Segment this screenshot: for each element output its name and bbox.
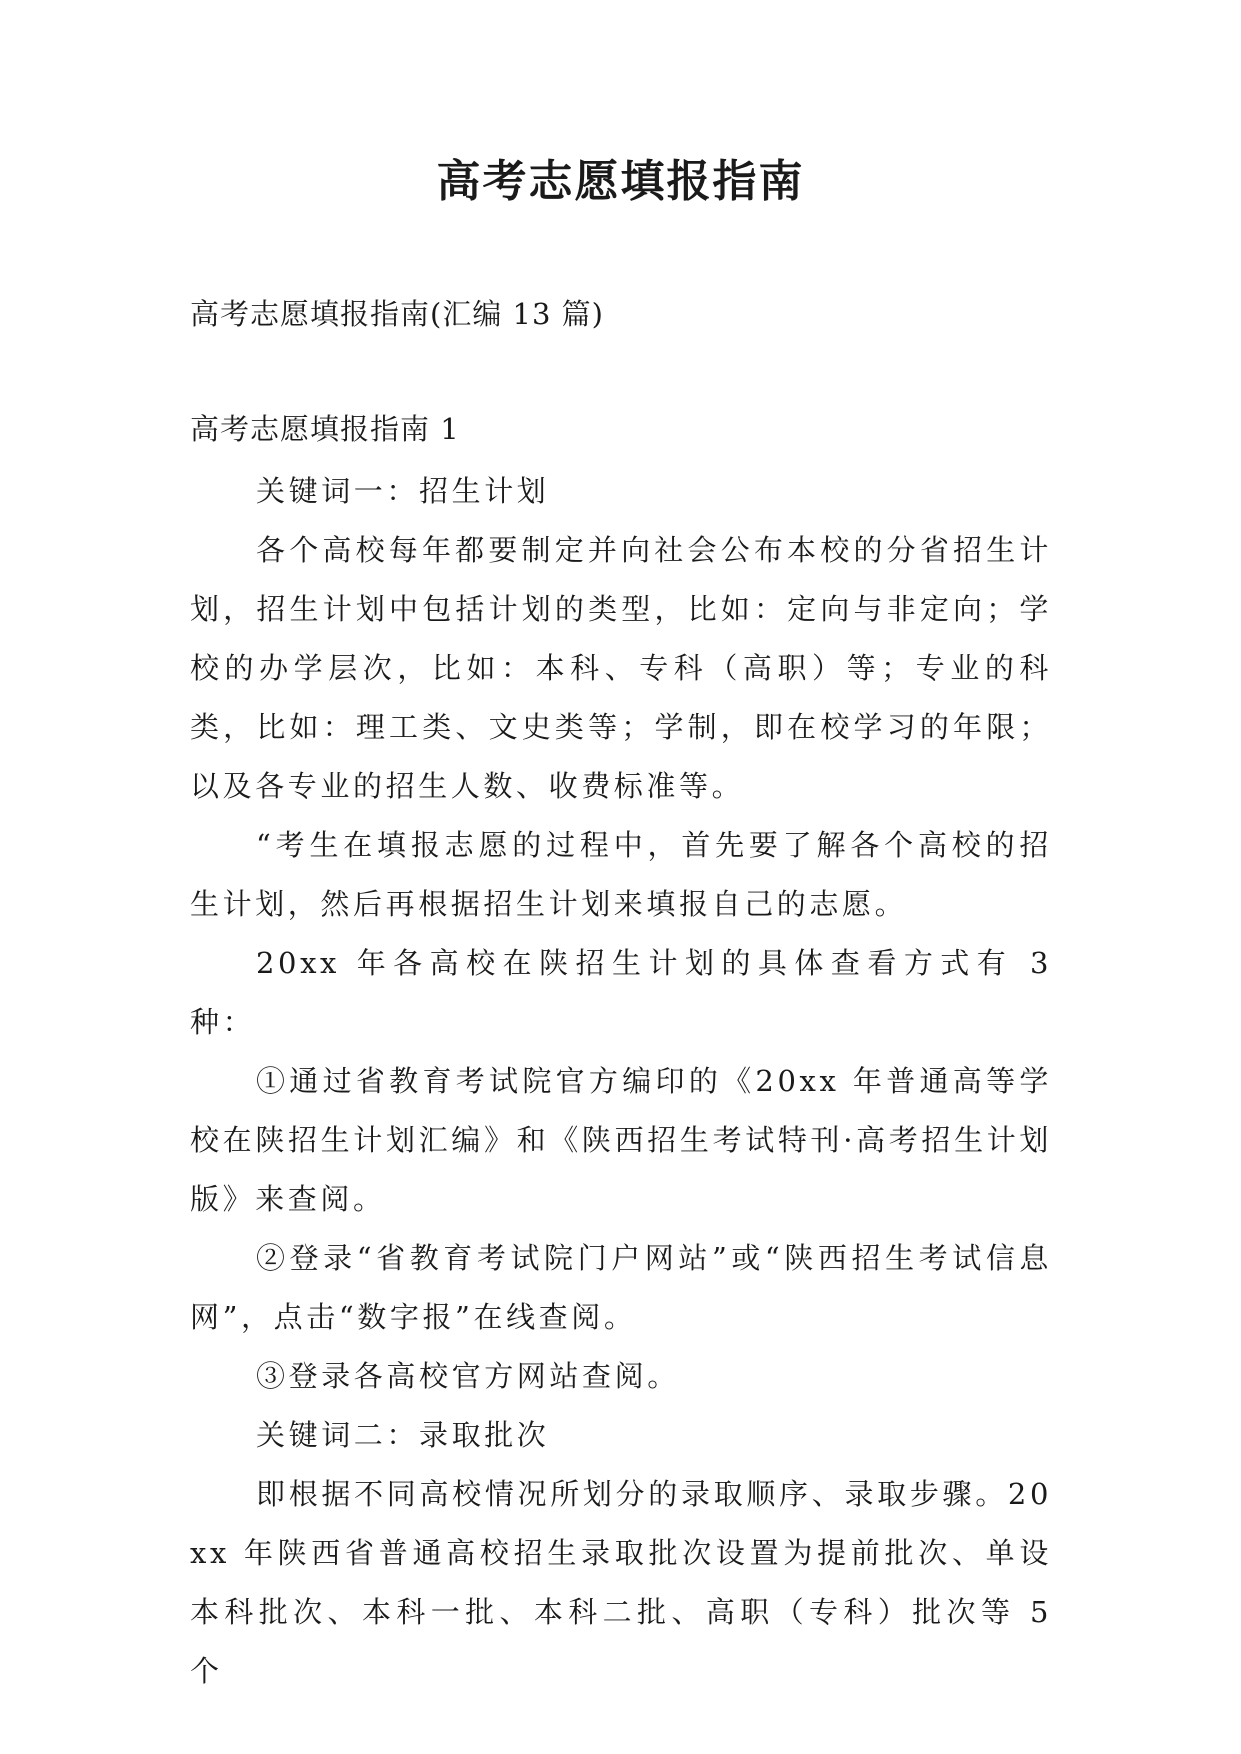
- paragraph-enrollment-plan: 各个高校每年都要制定并向社会公布本校的分省招生计划，招生计划中包括计划的类型，比如：定向与非定向；学校的办学层次，比如：本科、专科（高职）等；专业的科类，比如：理工类、文史类等；学制，即在校学习的年限；以及各专业的招生人数、收费标准等。: [190, 533, 1052, 803]
- paragraph-admission-batch: 即根据不同高校情况所划分的录取顺序、录取步骤。20xx 年陕西省普通高校招生录取批次设置为提前批次、单设本科批次、本科一批、本科二批、高职（专科）批次等 5 个: [190, 1477, 1052, 1688]
- paragraph-quote: “考生在填报志愿的过程中，首先要了解各个高校的招生计划，然后再根据招生计划来填报自己的志愿。: [190, 828, 1052, 921]
- keyword-heading-1: 关键词一：招生计划: [256, 474, 550, 508]
- keyword-heading-2: 关键词二：录取批次: [256, 1418, 550, 1452]
- section-heading: 高考志愿填报指南 1: [190, 412, 460, 446]
- document-title: 高考志愿填报指南: [436, 156, 805, 207]
- document-body: [190, 462, 1052, 1701]
- list-item-method-2: ②登录“省教育考试院门户网站”或“陕西招生考试信息网”，点击“数字报”在线查阅。: [190, 1241, 1052, 1334]
- list-item-method-1: ①通过省教育考试院官方编印的《20xx 年普通高等学校在陕招生计划汇编》和《陕西招生考试特刊·高考招生计划版》来查阅。: [190, 1064, 1052, 1216]
- document-subtitle: 高考志愿填报指南(汇编 13 篇): [190, 297, 604, 331]
- list-item-method-3: ③登录各高校官方网站查阅。: [256, 1359, 680, 1393]
- paragraph-methods-intro: 20xx 年各高校在陕招生计划的具体查看方式有 3 种：: [190, 946, 1052, 1039]
